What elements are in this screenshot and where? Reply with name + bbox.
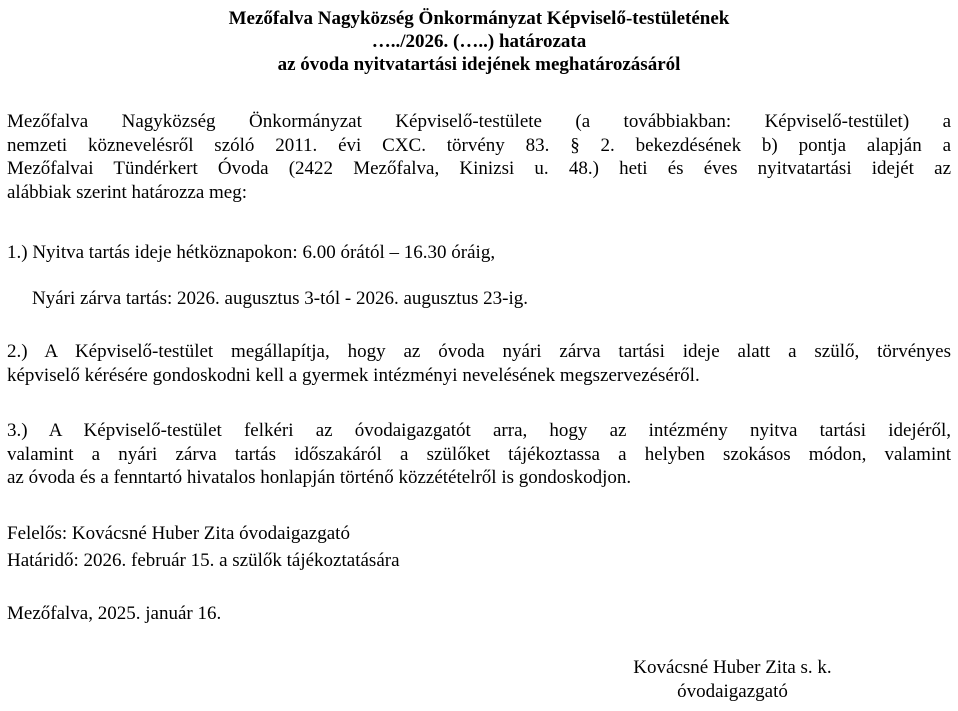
responsible-person: Felelős: Kovácsné Huber Zita óvodaigazgató — [7, 523, 350, 544]
signatory-name: Kovácsné Huber Zita s. k. — [633, 657, 832, 678]
document-title — [0, 7, 958, 76]
place-and-date: Mezőfalva, 2025. január 16. — [7, 603, 222, 624]
title-subject: az óvoda nyitvatartási idejének meghatározásáról — [277, 54, 681, 75]
point-2-line: 2.) A Képviselő-testület megállapítja, hogy az óvoda nyári zárva tartási ideje alatt a szülő, törvényes — [7, 341, 951, 362]
intro-line: Mezőfalvai Tündérkert Óvoda (2422 Mezőfalva, Kinizsi u. 48.) heti és éves nyitvatartási idejét az — [7, 158, 951, 179]
intro-line: Mezőfalva Nagyközség Önkormányzat Képviselő-testülete (a továbbiakban: Képviselő-testület) a — [7, 111, 951, 132]
point-2-paragraph — [7, 340, 951, 387]
point-3-paragraph — [7, 419, 951, 490]
intro-paragraph — [7, 110, 951, 204]
intro-line: nemzeti köznevelésről szóló 2011. évi CXC. törvény 83. § 2. bekezdésének b) pontja alapján a — [7, 134, 951, 156]
point-1-summer-closure: Nyári zárva tartás: 2026. augusztus 3-tól - 2026. augusztus 23-ig. — [32, 288, 528, 309]
point-2-line: képviselő kérésére gondoskodni kell a gyermek intézményi nevelésének megszervezéséről. — [7, 364, 700, 386]
deadline: Határidő: 2026. február 15. a szülők tájékoztatására — [7, 550, 400, 571]
title-resolution-number: …../2026. (…..) határozata — [371, 31, 587, 52]
point-3-line: az óvoda és a fenntartó hivatalos honlapján történő közzétételről is gondoskodjon. — [7, 467, 632, 488]
title-council: Mezőfalva Nagyközség Önkormányzat Képviselő-testületének — [228, 8, 730, 29]
point-3-line: 3.) A Képviselő-testület felkéri az óvodaigazgatót arra, hogy az intézmény nyitva tartási idejéről, — [7, 420, 951, 441]
signature-block — [600, 656, 865, 704]
point-1-opening-hours: 1.) Nyitva tartás ideje hétköznapokon: 6.00 órától – 16.30 óráig, — [7, 242, 496, 263]
intro-line: alábbiak szerint határozza meg: — [7, 181, 248, 203]
point-3-line: valamint a nyári zárva tartás időszakáról a szülőket tájékoztassa a helyben szokásos módon, valamint — [7, 443, 951, 465]
signatory-role: óvodaigazgató — [677, 681, 788, 702]
